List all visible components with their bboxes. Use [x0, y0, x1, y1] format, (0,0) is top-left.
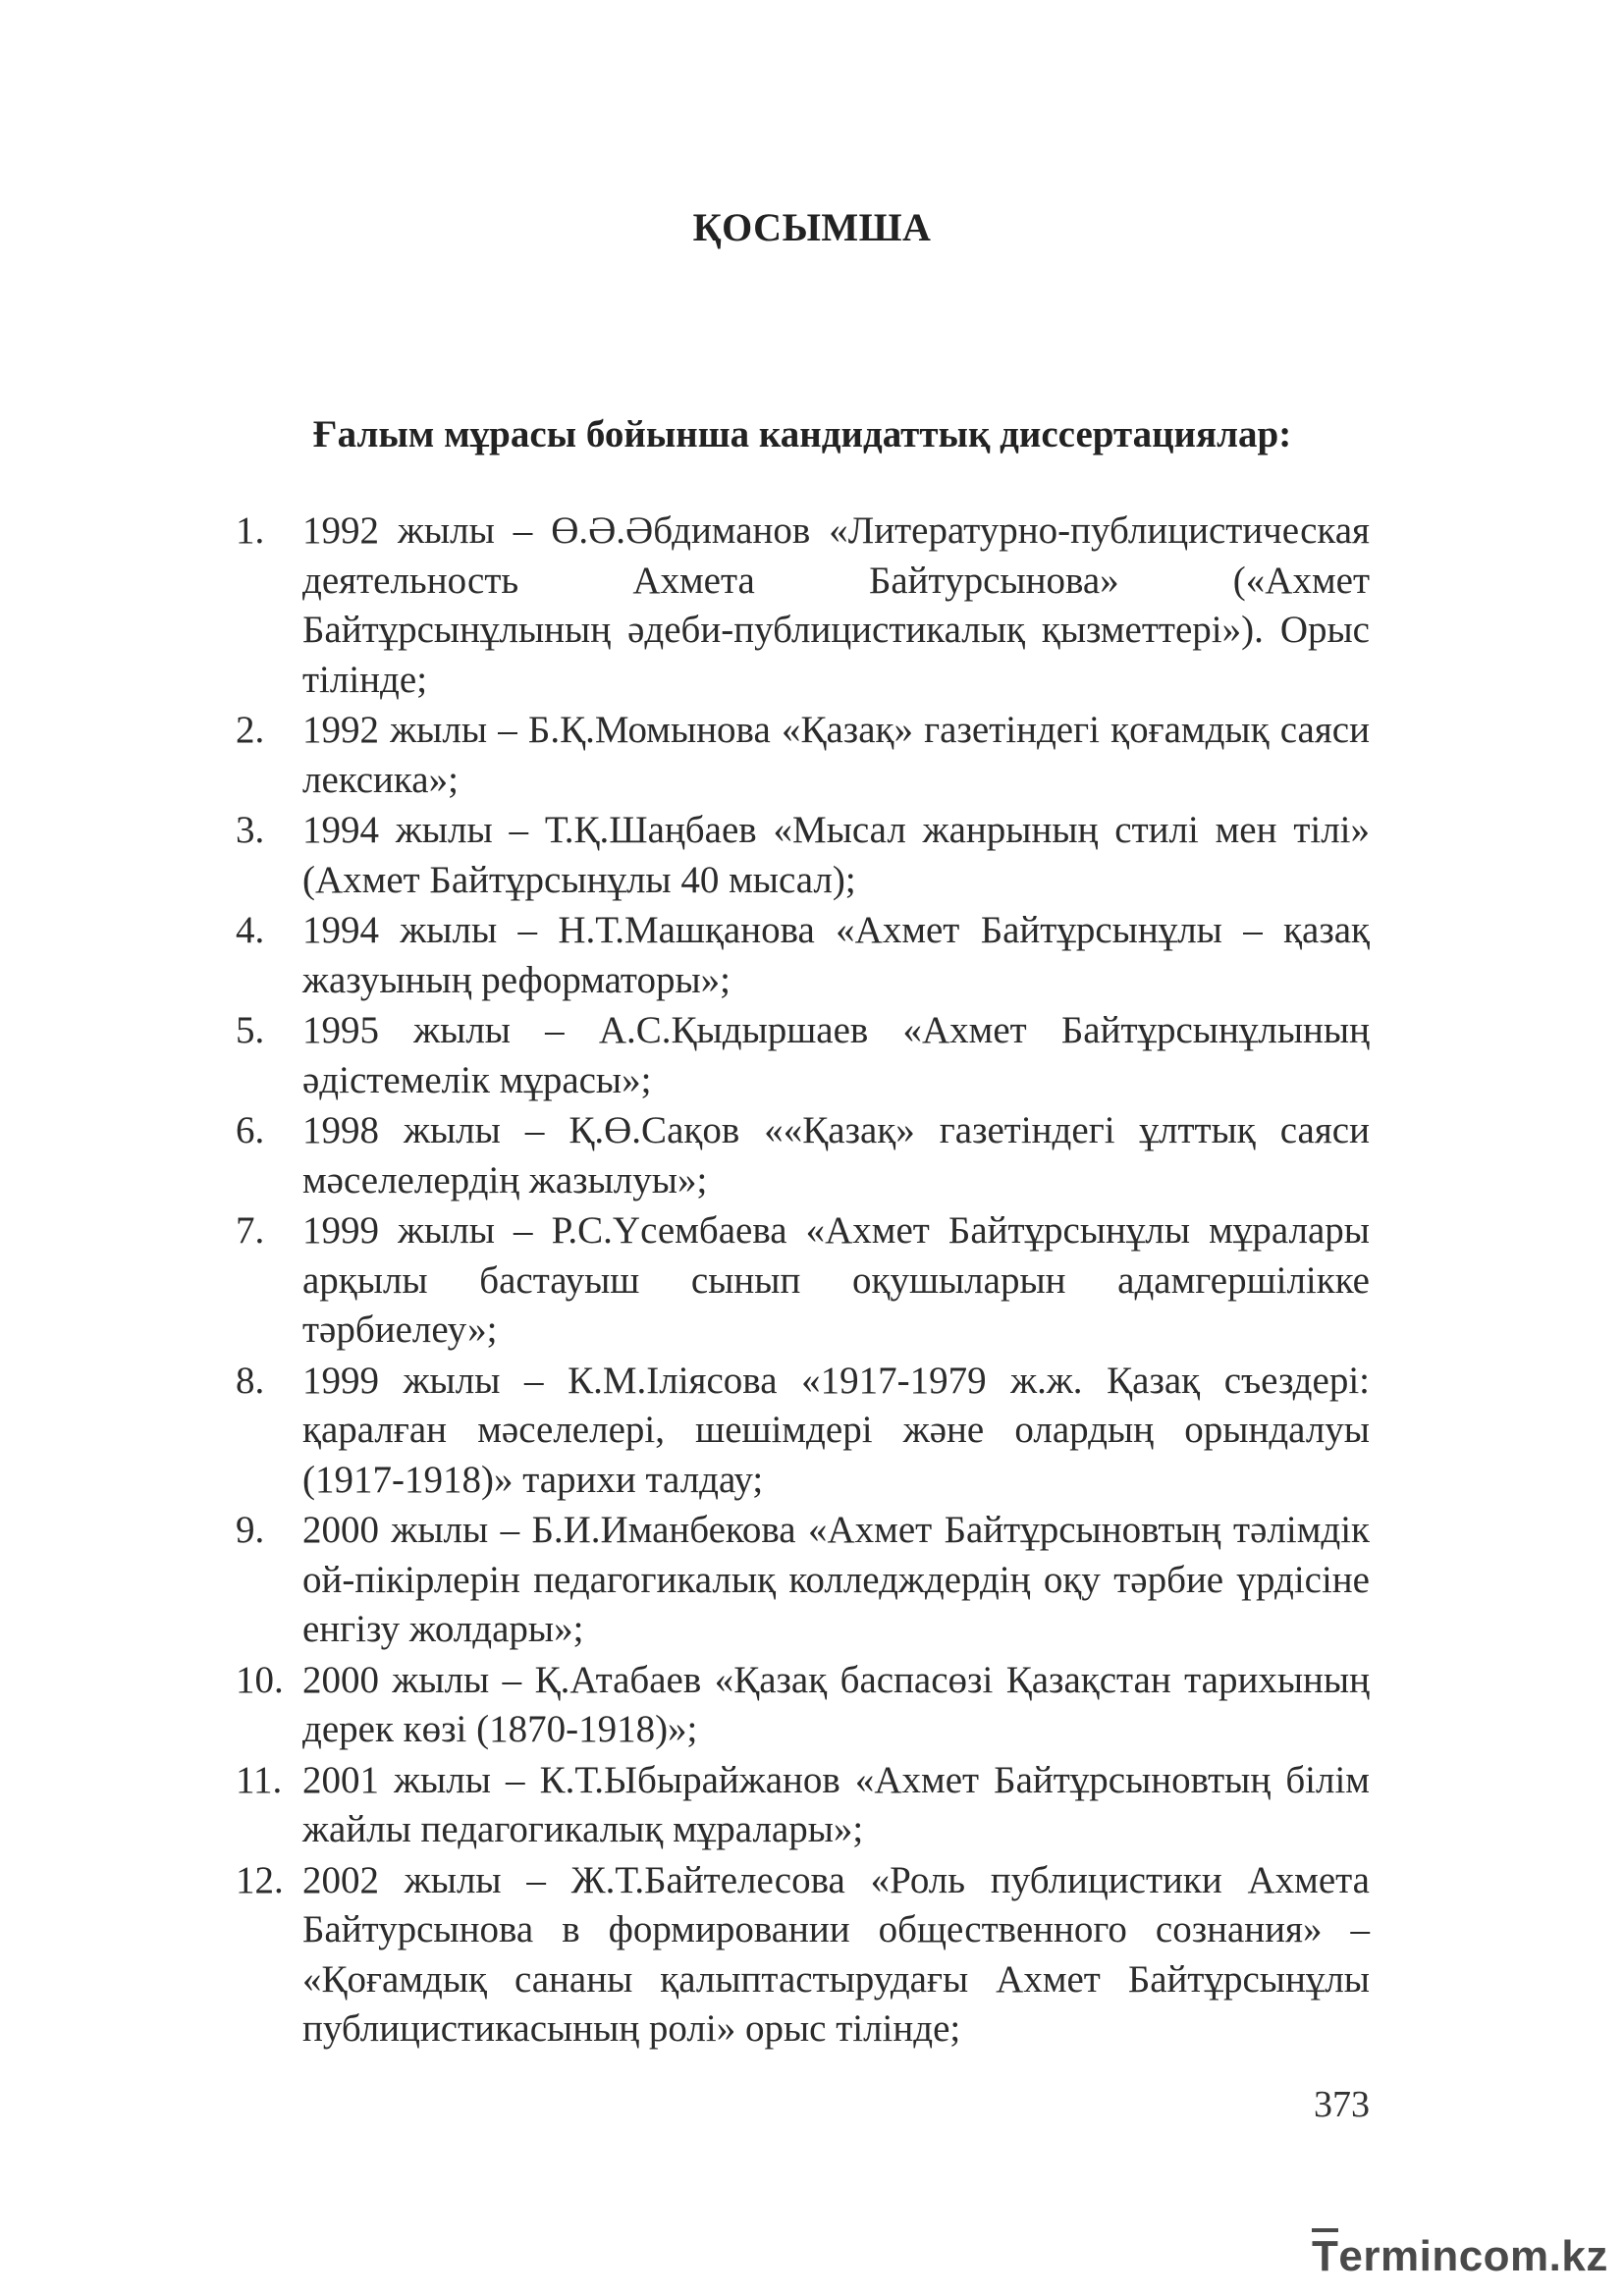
- list-item: [236, 1506, 1370, 1655]
- list-item: [236, 906, 1370, 1005]
- watermark-logo-initial: T: [1312, 2228, 1338, 2281]
- list-item: [236, 806, 1370, 905]
- list-item: [236, 1756, 1370, 1855]
- list-item: [236, 1656, 1370, 1755]
- list-item-text: 1992 жылы – Ө.Ә.Әбдиманов «Литературно-публицистическая деятельность Ахмета Байтурсынова» («Ахмет Байтұрсынұлының әдеби-публицистикалық қызметтері»). Орыс тілінде;: [302, 509, 1370, 701]
- list-item-text: 1994 жылы – Т.Қ.Шаңбаев «Мысал жанрының стилі мен тілі» (Ахмет Байтұрсынұлы 40 мысал);: [302, 809, 1370, 901]
- list-item-text: 2000 жылы – Қ.Атабаев «Қазақ баспасөзі Қазақстан тарихының дерек көзі (1870-1918)»;: [302, 1658, 1370, 1750]
- list-item-number: 11.: [236, 1758, 283, 1801]
- list-item-text: 2000 жылы – Б.И.Иманбекова «Ахмет Байтұрсыновтың тәлімдік ой-пікірлерін педагогикалық колледждердің оқу тәрбие үрдісіне енгізу жолдары»;: [302, 1509, 1370, 1650]
- list-item-number: 2.: [236, 709, 265, 751]
- list-item: [236, 1106, 1370, 1205]
- list-item-number: 5.: [236, 1009, 265, 1051]
- list-item-number: 12.: [236, 1858, 284, 1901]
- list-item-number: 8.: [236, 1359, 265, 1402]
- list-item-number: 10.: [236, 1658, 284, 1701]
- list-item-text: 1998 жылы – Қ.Ө.Сақов ««Қазақ» газетіндегі ұлттық саяси мәселелердің жазылуы»;: [302, 1109, 1370, 1201]
- list-item-number: 1.: [236, 509, 265, 552]
- dissertation-list: [236, 507, 1370, 2056]
- list-item-text: 1999 жылы – К.М.Іліясова «1917-1979 ж.ж. Қазақ съездері: қаралған мәселелері, шешімдері және олардың орындалуы (1917-1918)» тарихи талдау;: [302, 1359, 1370, 1501]
- page-number: 373: [1314, 2084, 1370, 2125]
- list-item: [236, 1206, 1370, 1356]
- list-item-number: 3.: [236, 809, 265, 851]
- watermark-logo: [1312, 2228, 1608, 2281]
- list-item-number: 6.: [236, 1109, 265, 1151]
- list-item: [236, 1357, 1370, 1506]
- list-item: [236, 1856, 1370, 2055]
- watermark-logo-text: ermincom.kz: [1338, 2232, 1608, 2280]
- list-item-text: 1994 жылы – Н.Т.Машқанова «Ахмет Байтұрсынұлы – қазақ жазуының реформаторы»;: [302, 909, 1370, 1001]
- list-item-number: 7.: [236, 1209, 265, 1252]
- list-item-number: 9.: [236, 1509, 265, 1551]
- list-item-text: 1992 жылы – Б.Қ.Момынова «Қазақ» газетіндегі қоғамдық саяси лексика»;: [302, 709, 1370, 801]
- section-heading: Ғалым мұрасы бойынша кандидаттық диссертациялар:: [312, 413, 1292, 455]
- list-item: [236, 706, 1370, 805]
- list-item: [236, 1006, 1370, 1105]
- list-item-number: 4.: [236, 909, 265, 951]
- list-item-text: 1999 жылы – Р.С.Үсембаева «Ахмет Байтұрсынұлы мұралары арқылы бастауыш сынып оқушыларын адамгершілікке тәрбиелеу»;: [302, 1209, 1370, 1351]
- list-item-text: 1995 жылы – А.С.Қыдыршаев «Ахмет Байтұрсынұлының әдістемелік мұрасы»;: [302, 1009, 1370, 1101]
- list-item-text: 2002 жылы – Ж.Т.Байтелесова «Роль публицистики Ахмета Байтурсынова в формировании общественного сознания» – «Қоғамдық сананы қалыптастырудағы Ахмет Байтұрсынұлы публицистикасының ролі» орыс тілінде;: [302, 1858, 1370, 2050]
- list-item: [236, 507, 1370, 705]
- list-item-text: 2001 жылы – К.Т.Ыбырайжанов «Ахмет Байтұрсыновтың білім жайлы педагогикалық мұралары»;: [302, 1758, 1370, 1850]
- page-title: ҚОСЫМША: [692, 205, 932, 249]
